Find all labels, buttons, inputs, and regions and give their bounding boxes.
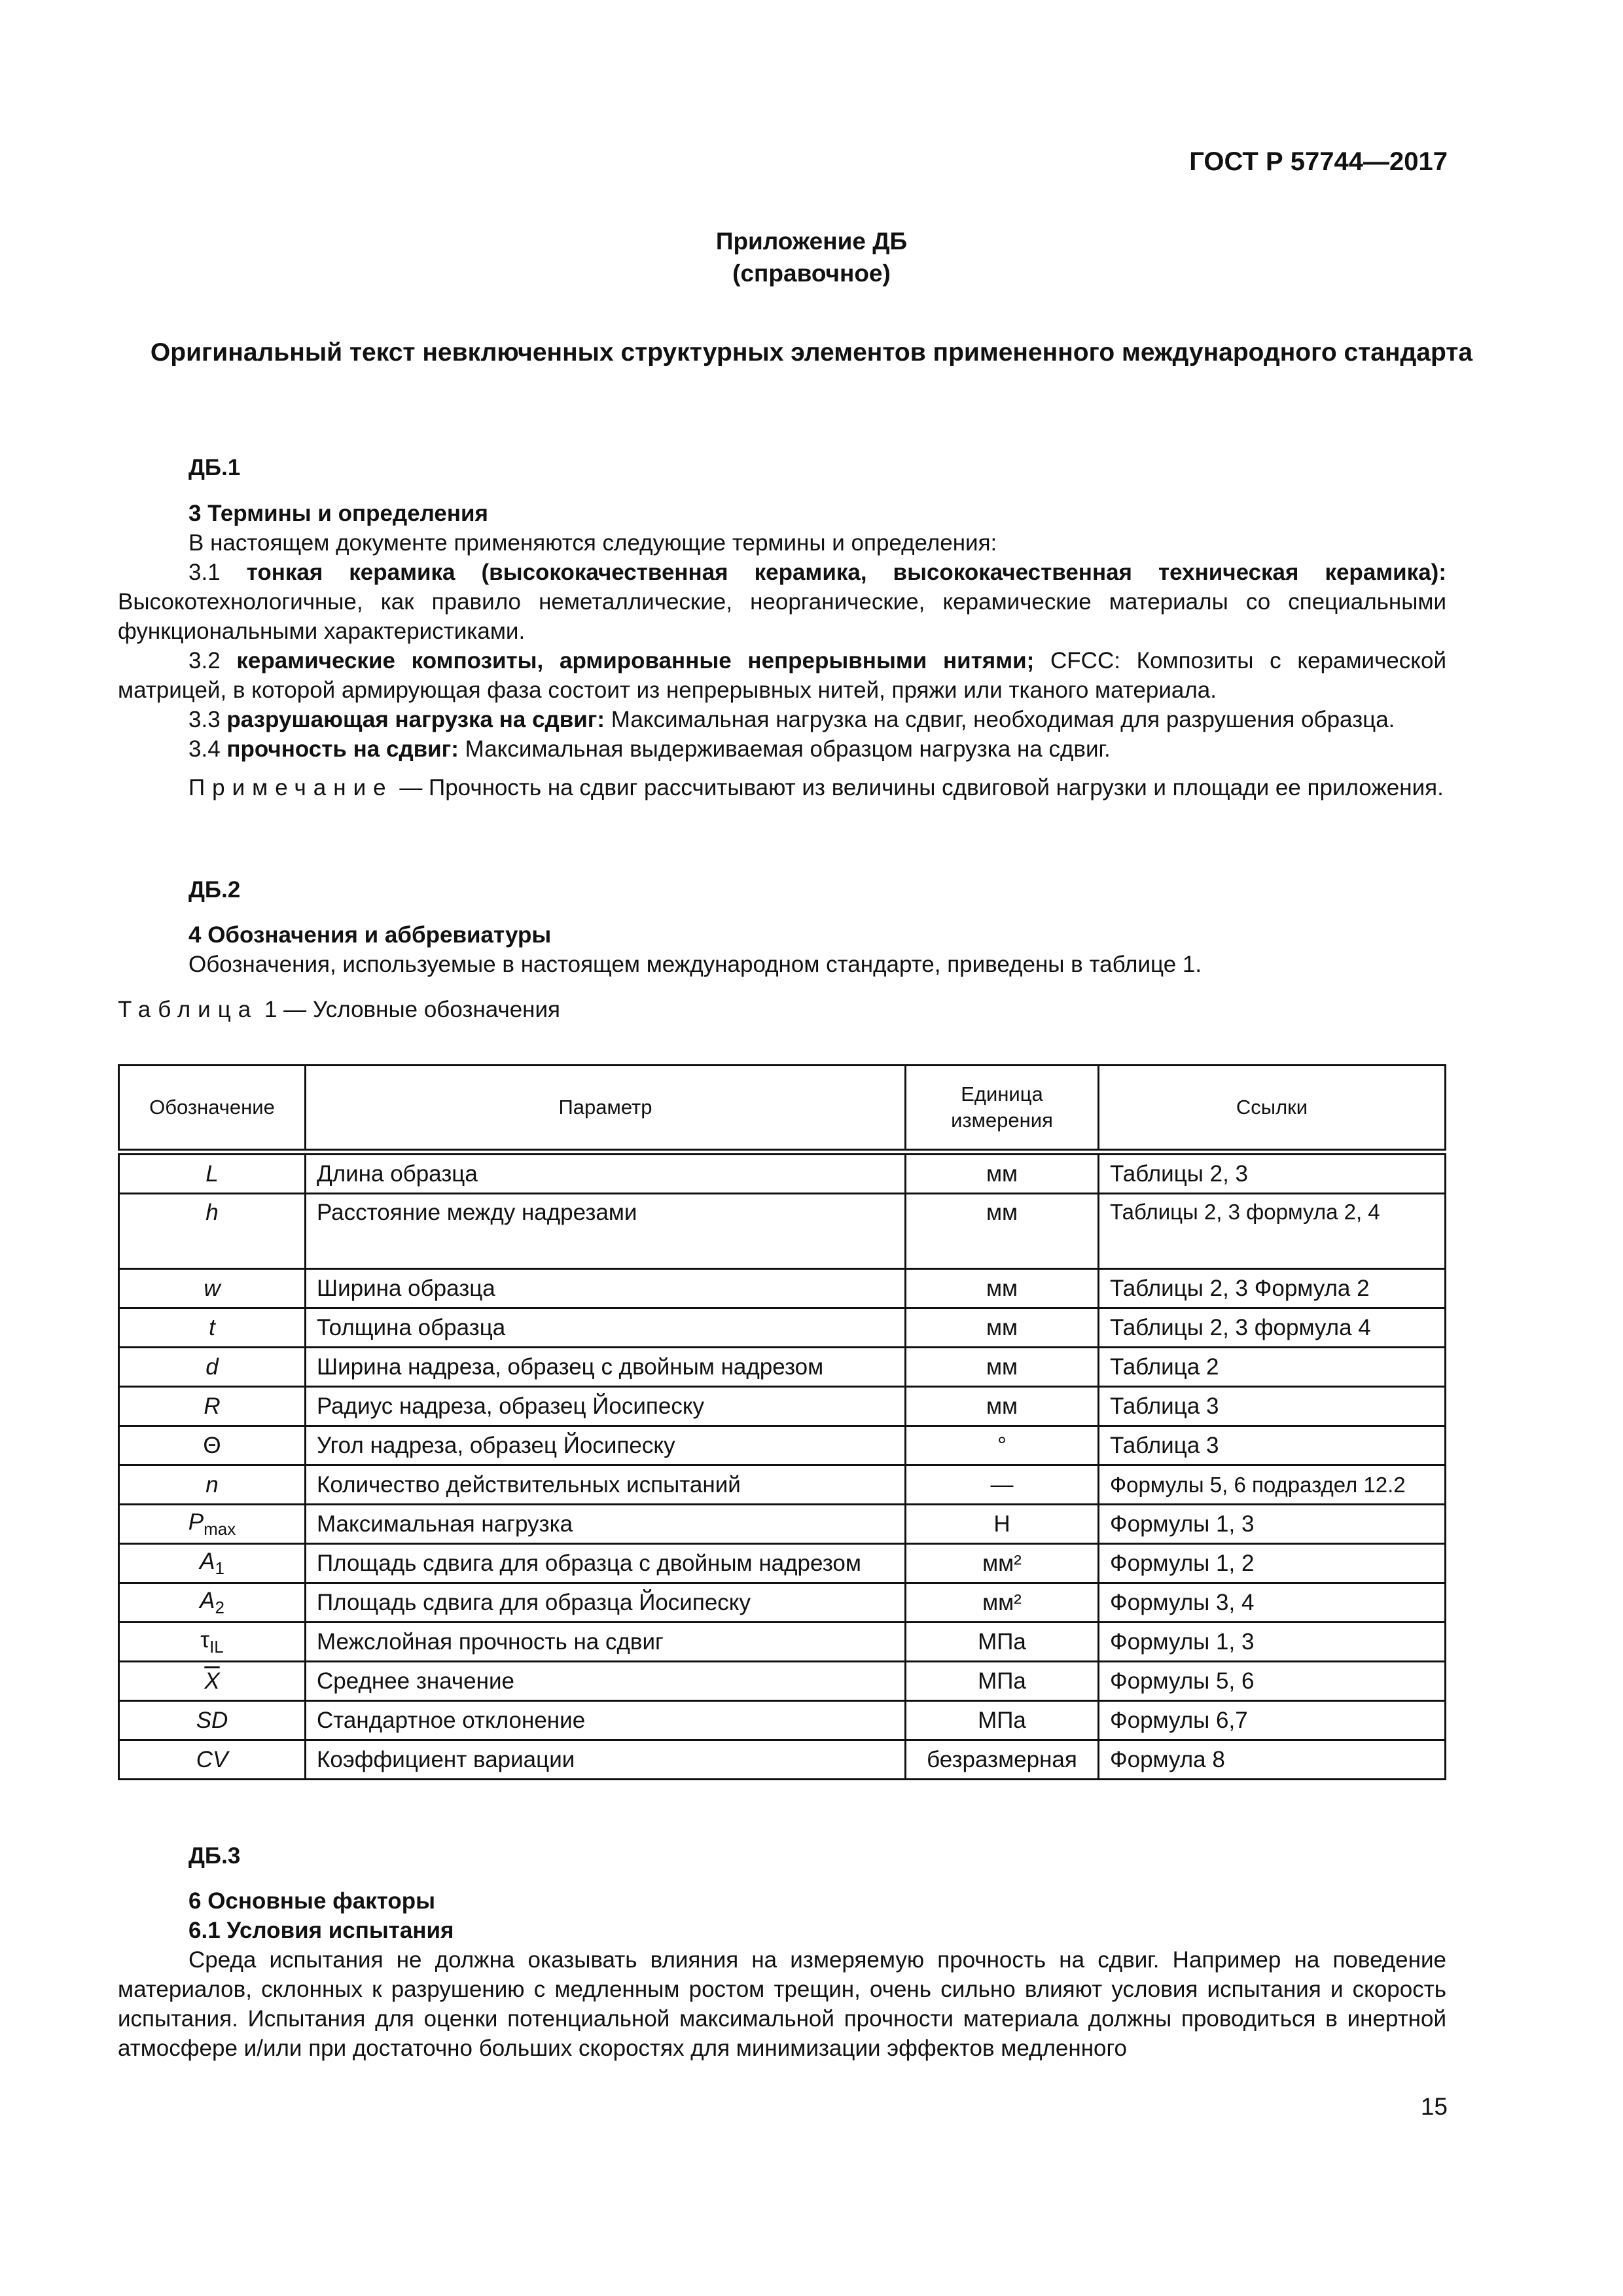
cell-symbol: Θ bbox=[119, 1426, 306, 1465]
cell-unit: мм bbox=[906, 1194, 1099, 1269]
table-row bbox=[119, 1269, 1446, 1308]
cell-parameter: Угол надреза, образец Йосипеску bbox=[306, 1426, 906, 1465]
cell-unit: безразмерная bbox=[906, 1740, 1099, 1780]
cell-parameter: Ширина надреза, образец с двойным надрезом bbox=[306, 1348, 906, 1387]
cell-parameter: Ширина образца bbox=[306, 1269, 906, 1308]
table-caption: Таблица 1 — Условные обозначения bbox=[118, 997, 561, 1022]
cell-parameter: Толщина образца bbox=[306, 1308, 906, 1348]
table-row bbox=[119, 1348, 1446, 1387]
cell-symbol: $P_{max}$ bbox=[119, 1505, 306, 1544]
cell-reference: Формулы 5, 6 bbox=[1099, 1662, 1446, 1701]
appendix-title: Оригинальный текст невключенных структурных элементов примененного международного стандарта bbox=[150, 338, 1473, 367]
cell-symbol: h bbox=[119, 1194, 306, 1269]
section-db2 bbox=[118, 875, 1446, 1024]
cell-unit: мм bbox=[906, 1387, 1099, 1426]
db3-subheading: 6.1 Условия испытания bbox=[188, 1918, 454, 1943]
header-parameter: Параметр bbox=[306, 1066, 906, 1153]
symbols-table bbox=[118, 1064, 1446, 1780]
header-unit: Единица измерения bbox=[906, 1066, 1099, 1153]
cell-symbol: t bbox=[119, 1308, 306, 1348]
cell-symbol: $A_1$ bbox=[119, 1544, 306, 1583]
cell-parameter: Межслойная прочность на сдвиг bbox=[306, 1623, 906, 1662]
cell-symbol: $\overline{X}$ bbox=[119, 1662, 306, 1701]
cell-reference: Формула 8 bbox=[1099, 1740, 1446, 1780]
cell-symbol: $\tau_{IL}$ bbox=[119, 1623, 306, 1662]
cell-unit: МПа bbox=[906, 1623, 1099, 1662]
cell-parameter: Количество действительных испытаний bbox=[306, 1465, 906, 1505]
page-number: 15 bbox=[1420, 2093, 1448, 2120]
section-db1 bbox=[118, 453, 1446, 802]
cell-symbol: $A_2$ bbox=[119, 1583, 306, 1623]
table-row bbox=[119, 1465, 1446, 1505]
cell-reference: Формулы 1, 2 bbox=[1099, 1544, 1446, 1583]
db3-label: ДБ.3 bbox=[188, 1843, 241, 1869]
cell-symbol: w bbox=[119, 1269, 306, 1308]
term-3-1: 3.1 тонкая керамика (высококачественная керамика, высококачественная техническая керамика): Высокотехнологичные, как правило неметаллические, неорганические, керамические материалы со специальными функциональными характеристиками. bbox=[118, 560, 1446, 644]
cell-unit: ° bbox=[906, 1426, 1099, 1465]
db2-intro: Обозначения, используемые в настоящем международном стандарте, приведены в таблице 1. bbox=[188, 952, 1202, 977]
cell-reference: Формулы 1, 3 bbox=[1099, 1623, 1446, 1662]
table-row bbox=[119, 1544, 1446, 1583]
cell-parameter: Длина образца bbox=[306, 1152, 906, 1194]
cell-unit: МПа bbox=[906, 1662, 1099, 1701]
appendix-label: Приложение ДБ bbox=[715, 228, 908, 255]
cell-symbol: SD bbox=[119, 1701, 306, 1740]
cell-unit: мм bbox=[906, 1269, 1099, 1308]
cell-symbol: R bbox=[119, 1387, 306, 1426]
table-row bbox=[119, 1152, 1446, 1194]
cell-reference: Таблица 2 bbox=[1099, 1348, 1446, 1387]
document-id: ГОСТ Р 57744—2017 bbox=[1189, 147, 1448, 176]
table-row bbox=[119, 1426, 1446, 1465]
table-row bbox=[119, 1662, 1446, 1701]
db1-heading: 3 Термины и определения bbox=[188, 501, 488, 526]
cell-unit: мм bbox=[906, 1348, 1099, 1387]
cell-unit: мм bbox=[906, 1308, 1099, 1348]
cell-reference: Таблица 3 bbox=[1099, 1387, 1446, 1426]
cell-unit: мм bbox=[906, 1152, 1099, 1194]
table-row bbox=[119, 1194, 1446, 1269]
db1-note: Примечание — Прочность на сдвиг рассчитывают из величины сдвиговой нагрузки и площади ее приложения. bbox=[188, 775, 1444, 800]
cell-unit: мм² bbox=[906, 1583, 1099, 1623]
cell-reference: Таблицы 2, 3 формула 2, 4 bbox=[1099, 1194, 1446, 1269]
cell-parameter: Максимальная нагрузка bbox=[306, 1505, 906, 1544]
cell-unit: МПа bbox=[906, 1701, 1099, 1740]
cell-reference: Таблица 3 bbox=[1099, 1426, 1446, 1465]
cell-reference: Таблицы 2, 3 Формула 2 bbox=[1099, 1269, 1446, 1308]
table-row bbox=[119, 1583, 1446, 1623]
cell-parameter: Площадь сдвига для образца с двойным надрезом bbox=[306, 1544, 906, 1583]
section-db3 bbox=[118, 1841, 1446, 2063]
cell-parameter: Среднее значение bbox=[306, 1662, 906, 1701]
table-row bbox=[119, 1387, 1446, 1426]
cell-reference: Формулы 1, 3 bbox=[1099, 1505, 1446, 1544]
cell-symbol: L bbox=[119, 1152, 306, 1194]
cell-unit: Н bbox=[906, 1505, 1099, 1544]
db2-heading: 4 Обозначения и аббревиатуры bbox=[188, 922, 552, 948]
db3-text: Среда испытания не должна оказывать влияния на измеряемую прочность на сдвиг. Например на поведение материалов, склонных к разрушению с медленным ростом трещин, очень сильно влияют условия испытания и скорость испытания. Испытания для оценки потенциальной максимальной прочности материала должны проводиться в инертной атмосфере и/или при достаточно больших скоростях для минимизации эффектов медленного bbox=[118, 1947, 1446, 2061]
header-symbol: Обозначение bbox=[119, 1066, 306, 1153]
cell-symbol: n bbox=[119, 1465, 306, 1505]
table-row bbox=[119, 1701, 1446, 1740]
cell-reference: Таблицы 2, 3 bbox=[1099, 1152, 1446, 1194]
table-row bbox=[119, 1505, 1446, 1544]
db1-intro: В настоящем документе применяются следующие термины и определения: bbox=[188, 530, 997, 556]
cell-reference: Таблицы 2, 3 формула 4 bbox=[1099, 1308, 1446, 1348]
appendix-note: (справочное) bbox=[732, 260, 891, 287]
term-3-4: 3.4 прочность на сдвиг: Максимальная выдерживаемая образцом нагрузка на сдвиг. bbox=[188, 736, 1111, 762]
table-row bbox=[119, 1740, 1446, 1780]
cell-symbol: CV bbox=[119, 1740, 306, 1780]
db3-heading: 6 Основные факторы bbox=[188, 1888, 436, 1914]
cell-parameter: Площадь сдвига для образца Йосипеску bbox=[306, 1583, 906, 1623]
cell-symbol: d bbox=[119, 1348, 306, 1387]
header-references: Ссылки bbox=[1099, 1066, 1446, 1153]
cell-reference: Формулы 3, 4 bbox=[1099, 1583, 1446, 1623]
cell-unit: мм² bbox=[906, 1544, 1099, 1583]
cell-parameter: Радиус надреза, образец Йосипеску bbox=[306, 1387, 906, 1426]
cell-parameter: Коэффициент вариации bbox=[306, 1740, 906, 1780]
cell-unit: — bbox=[906, 1465, 1099, 1505]
cell-parameter: Стандартное отклонение bbox=[306, 1701, 906, 1740]
db1-label: ДБ.1 bbox=[188, 455, 241, 480]
cell-reference: Формулы 5, 6 подраздел 12.2 bbox=[1099, 1465, 1446, 1505]
table-header-row bbox=[119, 1066, 1446, 1153]
term-3-2: 3.2 керамические композиты, армированные непрерывными нитями; CFCC: Композиты с керамической матрицей, в которой армирующая фаза состоит из непрерывных нитей, пряжи или тканого материала. bbox=[118, 648, 1447, 703]
db2-label: ДБ.2 bbox=[188, 877, 241, 903]
cell-parameter: Расстояние между надрезами bbox=[306, 1194, 906, 1269]
cell-reference: Формулы 6,7 bbox=[1099, 1701, 1446, 1740]
table-row bbox=[119, 1308, 1446, 1348]
term-3-3: 3.3 разрушающая нагрузка на сдвиг: Максимальная нагрузка на сдвиг, необходимая для разрушения образца. bbox=[188, 707, 1395, 732]
table-row bbox=[119, 1623, 1446, 1662]
